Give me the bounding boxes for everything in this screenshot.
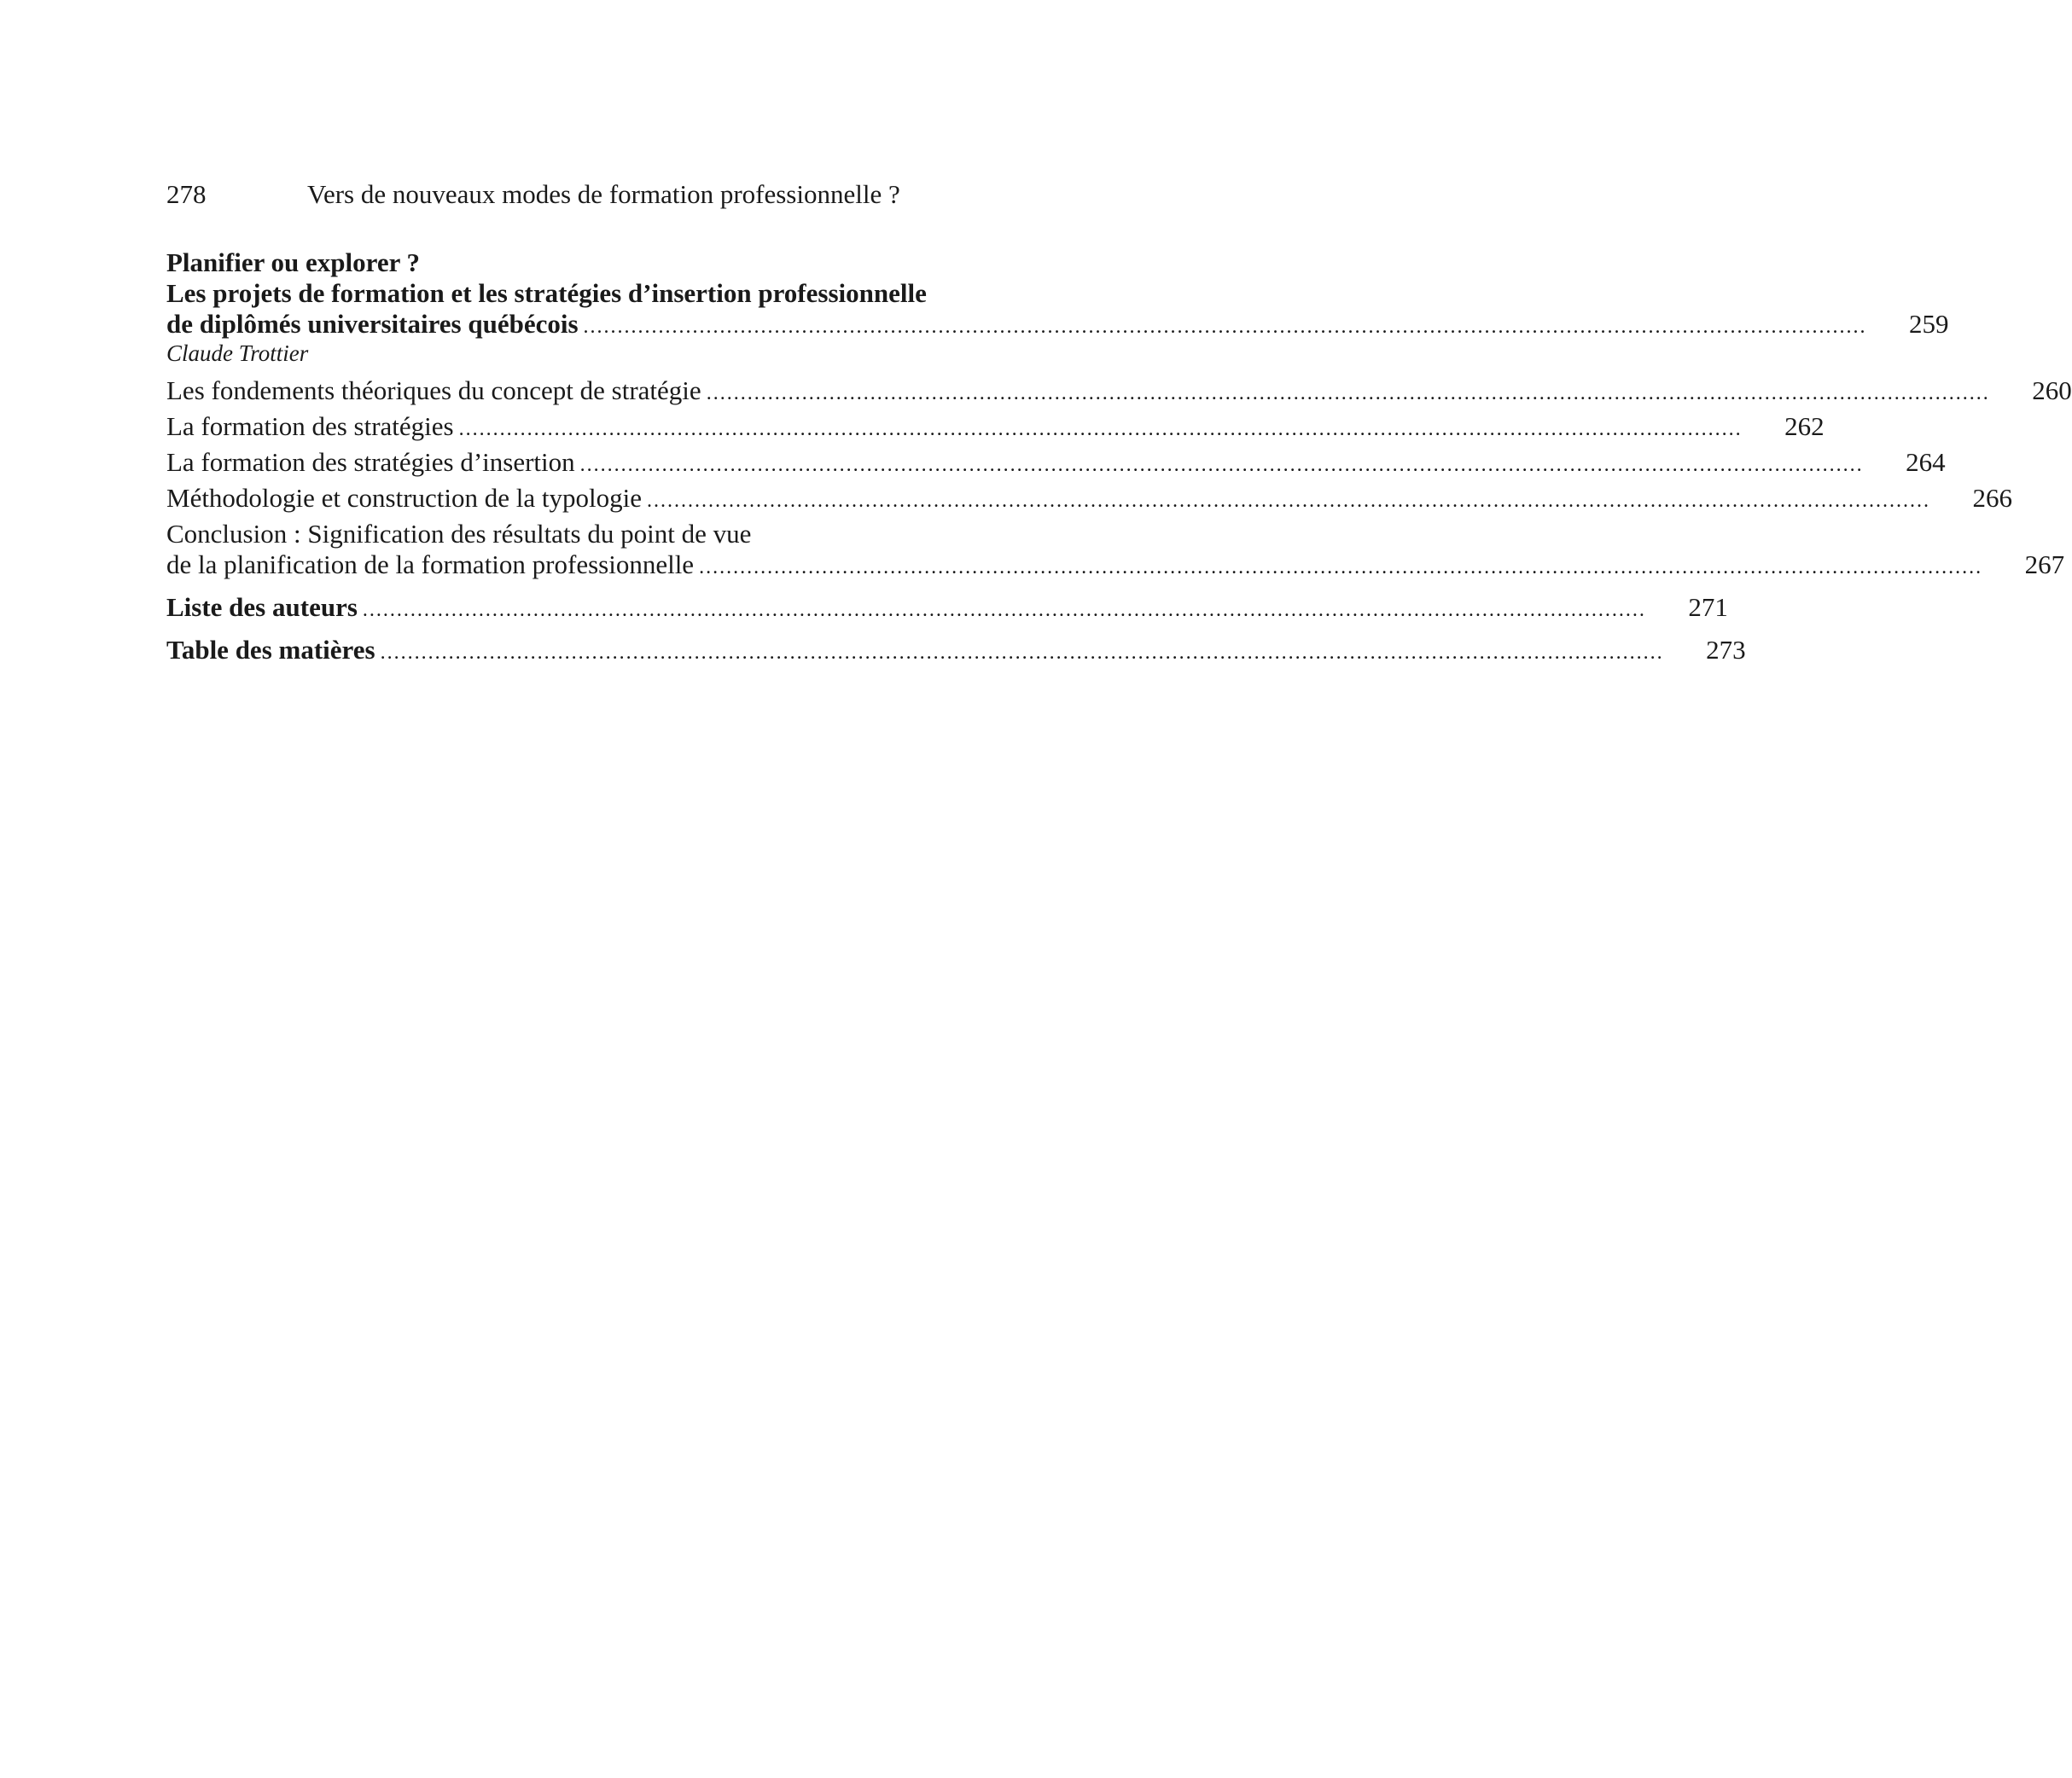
toc-entry: [166, 411, 1825, 442]
dot-leader: ............................................................................................................................................................................................: [706, 382, 1990, 404]
toc-entry-page: 271: [1688, 592, 1728, 622]
toc-entry: [166, 483, 2013, 514]
toc-entry: [166, 447, 1946, 478]
chapter-title-line-3: [166, 309, 1949, 340]
table-of-contents: [166, 247, 2072, 671]
dot-leader: ............................................................................................................................................................................................: [647, 490, 1931, 512]
dot-leader: ............................................................................................................................................................................................: [583, 316, 1867, 338]
conclusion-line-1: Conclusion : Signification des résultats du point de vue: [166, 519, 752, 549]
toc-entry-label: Méthodologie et construction de la typologie: [166, 483, 643, 513]
toc-entry-authors: [166, 592, 1728, 623]
dot-leader: ............................................................................................................................................................................................: [458, 418, 1743, 440]
running-title: Vers de nouveaux modes de formation professionnelle ?: [307, 179, 900, 209]
chapter-author: Claude Trottier: [166, 340, 309, 366]
toc-entry-label: La formation des stratégies d’insertion: [166, 447, 575, 477]
chapter-title-text: de diplômés universitaires québécois: [166, 309, 579, 339]
dot-leader: ............................................................................................................................................................................................: [362, 599, 1646, 621]
toc-entry-page: 264: [1906, 447, 1946, 477]
page-number: 278: [166, 179, 207, 209]
chapter-title-line-2: Les projets de formation et les stratégies d’insertion professionnelle: [166, 278, 927, 308]
conclusion-line-2: [166, 549, 2065, 580]
dot-leader: ............................................................................................................................................................................................: [699, 556, 1983, 578]
toc-entry-label: Table des matières: [166, 635, 375, 665]
chapter-title-line-1: Planifier ou explorer ?: [166, 247, 421, 277]
dot-leader: ............................................................................................................................................................................................: [380, 642, 1664, 664]
conclusion-page: 267: [2024, 549, 2065, 579]
chapter-page-number: 259: [1909, 309, 1949, 339]
toc-entry-page: 266: [1972, 483, 2013, 513]
running-header: [166, 177, 1062, 212]
toc-entry-label: La formation des stratégies: [166, 411, 454, 441]
toc-entry-contents: [166, 635, 1746, 665]
toc-entry-label: Liste des auteurs: [166, 592, 358, 622]
conclusion-label: de la planification de la formation professionnelle: [166, 549, 695, 579]
toc-entry: [166, 375, 2072, 406]
dot-leader: ............................................................................................................................................................................................: [579, 454, 1864, 476]
toc-entry-page: 273: [1706, 635, 1746, 665]
toc-entry-page: 260: [2032, 375, 2072, 405]
toc-entry-label: Les fondements théoriques du concept de stratégie: [166, 375, 701, 405]
toc-entry-page: 262: [1784, 411, 1825, 441]
